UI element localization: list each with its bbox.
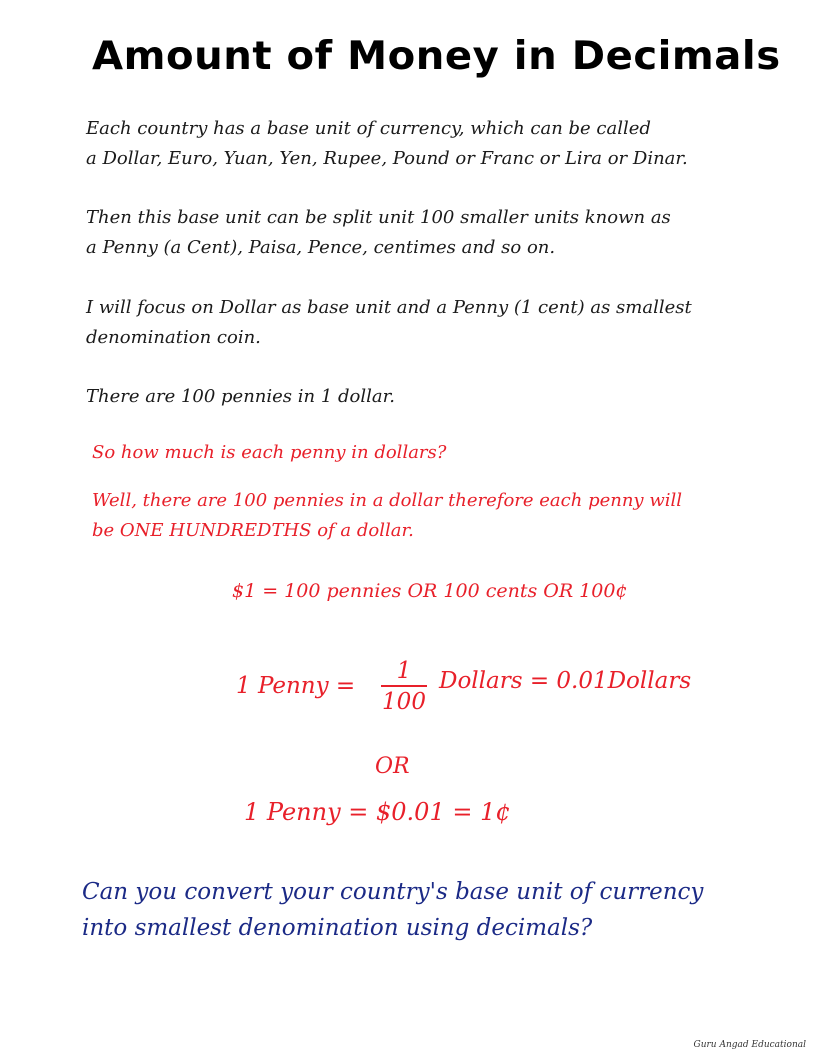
intro-paragraph-pennies-in-dollar [86, 382, 395, 412]
intro-line: I will focus on Dollar as base unit and a Penny (1 cent) as smallest [86, 297, 692, 318]
fraction-bar [381, 685, 427, 687]
intro-paragraph-smaller-units [86, 203, 671, 263]
intro-line: a Penny (a Cent), Paisa, Pence, centimes and so on. [86, 237, 556, 258]
question-text: So how much is each penny in dollars? [92, 442, 447, 463]
equation-lhs: 1 Penny = [236, 673, 356, 699]
answer-text [92, 486, 682, 546]
intro-line: Each country has a base unit of currency, which can be called [86, 118, 651, 139]
equation-penny-decimal: 1 Penny = $0.01 = 1¢ [244, 798, 511, 826]
page-title: Amount of Money in Decimals [92, 34, 781, 79]
challenge-line: Can you convert your country's base unit of currency [82, 879, 704, 905]
answer-line: Well, there are 100 pennies in a dollar therefore each penny will [92, 490, 682, 511]
intro-paragraph-currency-names [86, 114, 688, 174]
fraction-numerator: 1 [396, 658, 412, 684]
intro-line: a Dollar, Euro, Yuan, Yen, Rupee, Pound or Franc or Lira or Dinar. [86, 148, 688, 169]
intro-line: Then this base unit can be split unit 100 smaller units known as [86, 207, 671, 228]
intro-line: There are 100 pennies in 1 dollar. [86, 386, 395, 407]
fraction [379, 658, 429, 716]
challenge-line: into smallest denomination using decimals? [82, 915, 593, 941]
answer-line: be ONE HUNDREDTHS of a dollar. [92, 520, 414, 541]
intro-paragraph-focus [86, 293, 692, 353]
equation-dollar-to-pennies: $1 = 100 pennies OR 100 cents OR 100¢ [232, 580, 628, 602]
or-label: OR [375, 754, 410, 779]
footer-credit: Guru Angad Educational [693, 1040, 806, 1050]
equation-rhs: Dollars = 0.01Dollars [439, 668, 692, 694]
intro-line: denomination coin. [86, 327, 261, 348]
fraction-denominator: 100 [382, 689, 426, 715]
